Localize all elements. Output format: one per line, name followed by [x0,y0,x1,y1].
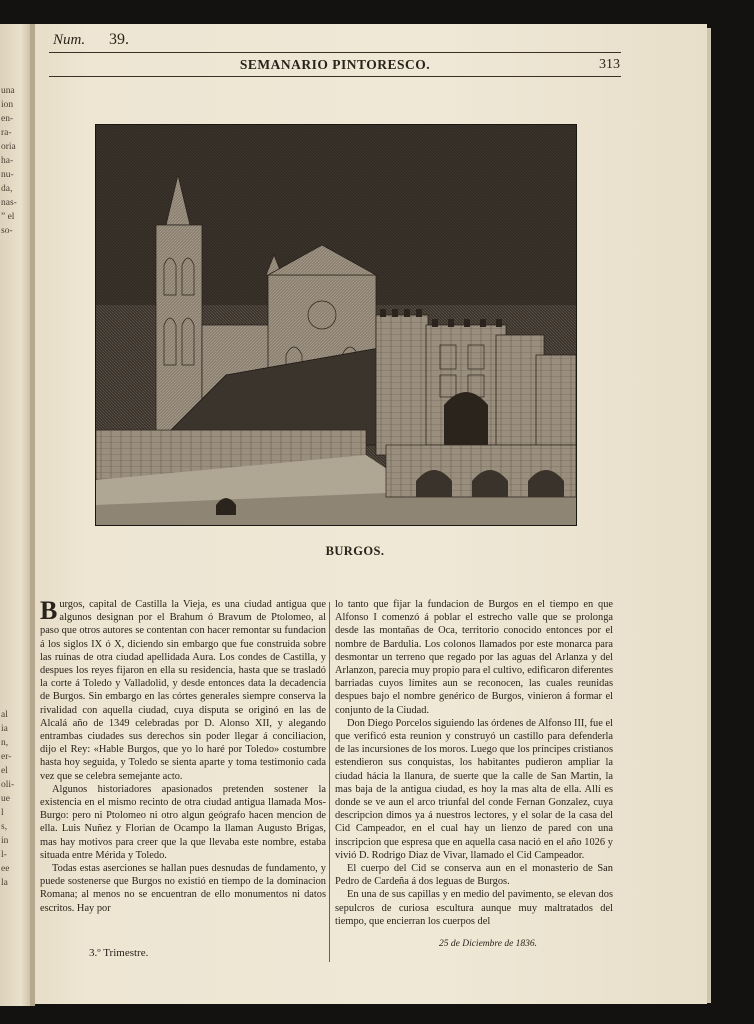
facing-page-edge [0,24,30,1006]
article-paragraph [40,598,326,783]
facing-page-fragment: el [1,766,8,776]
facing-page-fragment: er- [1,752,12,762]
facing-page-fragment: ia [1,724,8,734]
burgos-engraving [95,124,577,526]
article-paragraph: En una de sus capillas y en medio del pavimento, se elevan dos sepulcros de curiosa escultura aunque muy maltratados del tiempo, que encierran los cuerpos del [335,889,613,927]
column-divider [329,602,330,962]
facing-page-fragment: ra- [1,128,12,138]
engraving-illustration [96,125,576,525]
facing-page-fragment: l- [1,850,7,860]
facing-page-fragment: oria [1,142,16,152]
magazine-page [35,24,707,1004]
facing-page-fragment: l [1,808,4,818]
facing-page-fragment: ion [1,100,14,110]
facing-page-fragment: una [1,86,15,96]
facing-page-fragment: nu- [1,170,14,180]
facing-page-fragment: nas- [1,198,17,208]
paragraph-text: urgos, capital de Castilla la Vieja, es una ciudad antigua que algunos designan por el Brahum ó Bravum de Ptolomeo, al paso que otros autores se contentan con hacer remontar su fundacion á los siglos IX ó X, diciendo sin embargo que fue construida sobre las ruinas de otra ciudad apellidada Aura. Los condes de Castilla, y despues los reyes fijaron en ella su residencia, hasta que se trasladó la corte á Toledo y Valladolid, y desde entonces data la decadencia de Burgos. Sin embargo en las córtes generales siempre conserva la rivalidad con aquella ciudad, cuya disputa se originó en las de Alcalá año de 1349 celebradas por D. Alonso XII, y alegando entrambas ciudades sus derechos sin poder llegar á conciliacion, dijo el Rey: «Hable Burgos, que yo lo haré por Toledo» costumbre hasta hoy seguida, y Toledo se sienta aparte y toma testimonio cada vez que se celebra semejante acto. [40,599,326,782]
facing-page-fragment: la [1,878,8,888]
drop-cap: B [40,596,58,625]
header-rule-top [49,52,621,53]
header-rule-bottom [49,76,621,77]
illustration-caption: BURGOS. [325,544,385,558]
facing-page-fragment: da, [1,184,13,194]
facing-page-fragment: ” el [1,212,15,222]
facing-page-fragment: oli- [1,780,15,790]
facing-page-fragment: al [1,710,8,720]
facing-page-fragment: ee [1,864,10,874]
facing-page-fragment: en- [1,114,14,124]
facing-page-fragment: in [1,836,9,846]
article-paragraph: El cuerpo del Cid se conserva aun en el monasterio de San Pedro de Cardeña á dos leguas de Burgos. [335,863,613,888]
article-paragraph: Algunos historiadores apasionados pretenden sostener la existencia en el mismo recinto de otra ciudad antigua llamada Mos-Burgo: pero ni Ptolomeo ni otro algun geógrafo hacen mencion de ella. Luis Nuñez y Florian de Ocampo la llaman Augusto Brigas, mas hay motivos para creer que la que llevaba este nombre, estaba situada entre Mérida y Toledo. [40,783,326,861]
issue-number-label: Num. [53,32,86,48]
running-title: SEMANARIO PINTORESCO. [239,57,431,72]
page-number: 313 [599,57,620,72]
page-edge [707,28,711,1003]
facing-page-fragment: so- [1,226,13,236]
article-left-column [40,598,326,915]
article-paragraph: lo tanto que fijar la fundacion de Burgos en el tiempo en que Alfonso I comenzó á poblar el estrecho valle que se prolonga desde las montañas de Oca, territorio conocido entonces por el nombre de Bardulia. Los colonos llamados por este monarca para desmontar un terreno que regado por las aguas del Arlanza y del Arlanzon, parecia muy propio para el cultivo, edificaron diferentes barriadas cuyos límites aun se reconocen, las cuales reunidas despues bajo el nombre genérico de Burgos, vinieron á formar el conjunto de la Ciudad. [335,599,613,716]
facing-page-fragment: ue [1,794,10,804]
article-paragraph: Don Diego Porcelos siguiendo las órdenes de Alfonso III, fue el que verificó esta reunion y construyó un castillo para defenderla de las incursiones de los moros. Luego que los príncipes cristianos estendieron sus conquistas, los habitantes pudieron ampliar la ciudad hácia la llanura, de suerte que la calle de San Martin, la mas baja de la antigua ciudad, es hoy la mas alta de ella. Allí es donde se ve aun el arco triunfal del conde Fernan Gonzalez, cuya descripcion dimos ya á nuestros lectores, y el solar de la casa del Cid Campeador, en el cual hay un lienzo de pared con una inscripcion que espresa que en aquella casa nació en el año 1026 y vivió D. Rodrigo Diaz de Vivar, llamado el Cid Campeador. [335,717,613,861]
issue-date: 25 de Diciembre de 1836. [439,939,538,949]
article-paragraph: Todas estas aserciones se hallan pues desnudas de fundamento, y puede sostenerse que Burgos no existió en tiempo de la dominacion Romana; al menos no se encuentran de ello monumentos ni datos escritos. Hay por [40,863,326,914]
article-right-column [335,598,613,928]
issue-number: 39. [109,31,129,48]
facing-page-fragment: n, [1,738,9,748]
facing-page-fragment: ha- [1,156,14,166]
quarter-label: 3.º Trimestre. [89,947,149,959]
facing-page-fragment: s, [1,822,8,832]
